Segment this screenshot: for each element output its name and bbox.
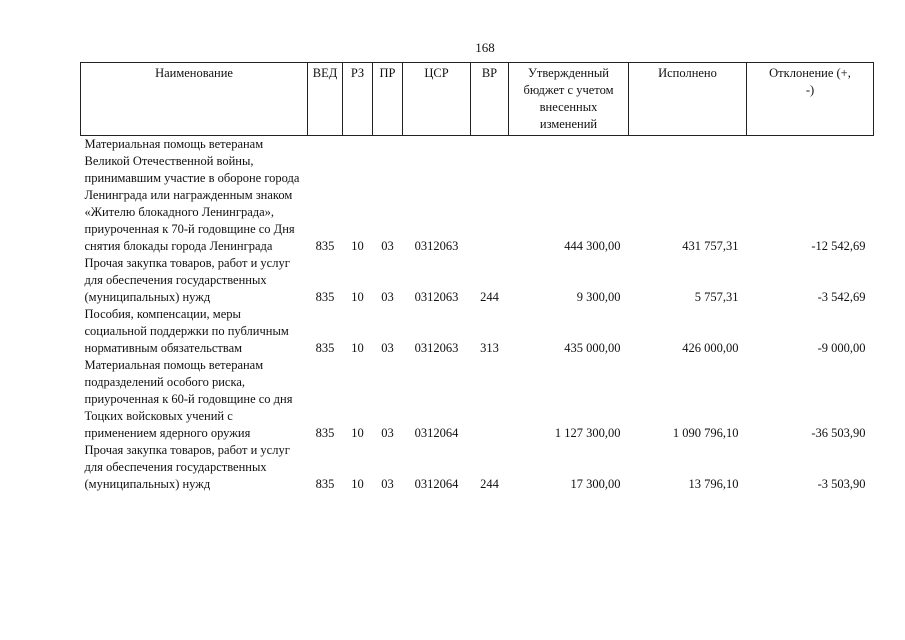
row-deviation: -3 542,69 — [817, 290, 866, 304]
row-approved: 9 300,00 — [576, 290, 621, 304]
table-row — [81, 306, 874, 357]
row-pr: 03 — [381, 239, 394, 253]
row-name: Пособия, компенсации, меры социальной поддержки по публичным нормативным обязательствам — [84, 307, 289, 355]
header-rz: РЗ — [343, 63, 373, 136]
row-vr: 313 — [480, 341, 499, 355]
row-approved: 435 000,00 — [564, 341, 621, 355]
row-rz: 10 — [351, 426, 364, 440]
header-ved: ВЕД — [308, 63, 343, 136]
row-deviation: -36 503,90 — [811, 426, 866, 440]
row-name: Материальная помощь ветеранам подразделений особого риска, приуроченная к 60-й годовщине со дня Тоцких войсковых учений с применением ядерного оружия — [84, 358, 293, 440]
row-vr: 244 — [480, 290, 499, 304]
row-rz: 10 — [351, 477, 364, 491]
row-pr: 03 — [381, 426, 394, 440]
row-vr — [471, 136, 509, 256]
row-ved: 835 — [315, 239, 335, 253]
row-deviation: -12 542,69 — [811, 239, 866, 253]
table-header — [81, 63, 874, 136]
row-csr: 0312063 — [414, 341, 459, 355]
row-rz: 10 — [351, 341, 364, 355]
row-executed: 1 090 796,10 — [672, 426, 739, 440]
row-approved: 1 127 300,00 — [554, 426, 621, 440]
row-deviation: -3 503,90 — [817, 477, 866, 491]
header-row — [81, 63, 874, 136]
row-name: Прочая закупка товаров, работ и услуг для обеспечения государственных (муниципальных) нужд — [84, 443, 290, 491]
row-name: Материальная помощь ветеранам Великой Отечественной войны, принимавшим участие в обороне города Ленинграда или награжденным знаком «Жителю блокадного Ленинграда», приуроченная к 70-й годовщине со Дня снятия блокады города Ленинграда — [84, 137, 300, 253]
row-approved: 444 300,00 — [564, 239, 621, 253]
row-deviation: -9 000,00 — [817, 341, 866, 355]
table-row — [81, 357, 874, 442]
row-ved: 835 — [315, 426, 335, 440]
table-body — [81, 136, 874, 494]
row-executed: 5 757,31 — [694, 290, 739, 304]
row-ved: 835 — [315, 290, 335, 304]
budget-table — [80, 62, 874, 493]
table-row — [81, 442, 874, 493]
header-deviation: Отклонение (+, -) — [747, 63, 874, 136]
row-rz: 10 — [351, 239, 364, 253]
row-csr: 0312063 — [414, 239, 459, 253]
row-ved: 835 — [315, 341, 335, 355]
row-ved: 835 — [315, 477, 335, 491]
header-csr: ЦСР — [403, 63, 471, 136]
header-vr: ВР — [471, 63, 509, 136]
row-vr — [471, 357, 509, 442]
row-executed: 426 000,00 — [682, 341, 739, 355]
header-name: Наименование — [81, 63, 308, 136]
row-csr: 0312063 — [414, 290, 459, 304]
header-pr: ПР — [373, 63, 403, 136]
row-approved: 17 300,00 — [570, 477, 621, 491]
table-row — [81, 255, 874, 306]
row-pr: 03 — [381, 477, 394, 491]
page-number: 168 — [475, 40, 495, 55]
row-name: Прочая закупка товаров, работ и услуг для обеспечения государственных (муниципальных) нужд — [84, 256, 290, 304]
header-approved: Утвержденный бюджет с учетом внесенных изменений — [509, 63, 629, 136]
row-vr: 244 — [480, 477, 499, 491]
row-csr: 0312064 — [414, 477, 459, 491]
row-rz: 10 — [351, 290, 364, 304]
row-executed: 431 757,31 — [682, 239, 739, 253]
table-row — [81, 136, 874, 256]
row-executed: 13 796,10 — [688, 477, 739, 491]
header-executed: Исполнено — [629, 63, 747, 136]
row-pr: 03 — [381, 341, 394, 355]
row-csr: 0312064 — [414, 426, 459, 440]
row-pr: 03 — [381, 290, 394, 304]
